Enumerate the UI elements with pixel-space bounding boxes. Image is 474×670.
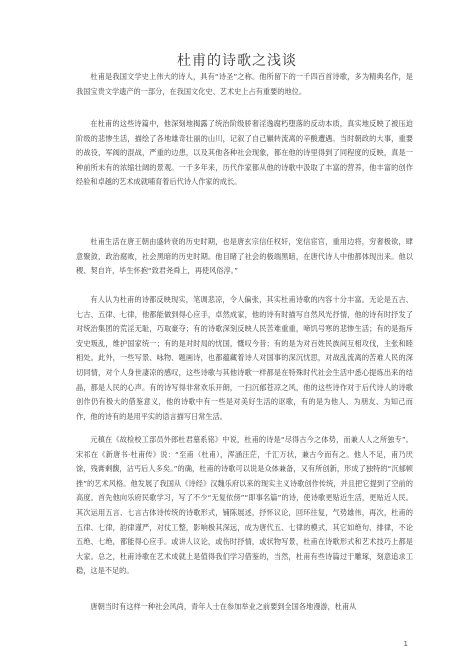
paragraph-intro: 杜甫是我国文学史上伟大的诗人，具有“诗圣”之称。他所留下的一千四百首诗歌，多为精典名作，是我国宝贵文学遗产的一部分，在我国文化史、艺术史上占有重要的地位。 [76, 72, 413, 96]
page-number: 1 [403, 640, 408, 648]
page-title: 杜甫的诗歌之浅谈 [177, 53, 297, 69]
paragraph-travel: 唐朝当时有这样一种社会风尚，青年人士在参加举业之前要到全国各地漫游，杜甫从 [90, 602, 357, 611]
paragraph-poems: 在杜甫的这些诗篇中，他深刻地揭露了统治阶级骄奢淫逸腐朽堕落的反动本质，真实地反映了被压迫阶级的悲惨生活，描绘了各地雄奇壮丽的山川，记叙了自己辗转流离的辛酸遭遇。当时朝政的大事，重要的战役，军阀的混战，严重的边患，以及其他各种社会现象，都在他的诗里得到了同程度的反映，真是一种前所未有的浓缩壮阔的景观。一千多年来，历代作家都从他的诗歌中汲取了丰富的营养，他丰富的创作经验和卓越的艺术成就哺育着后代诗人作家的成长。 [76, 119, 413, 187]
paragraph-style: 元稹在《故检校工部员外郎杜君墓系铭》中说，杜甫的诗是“尽得古今之体势，而兼人人之所独专”。宋祁在《新唐书·杜甫传》说：“至甫（杜甫），浑涵汪茫，千汇万状，兼古今而有之。他人不足，甫乃厌馀，残膏剩馥，沾丐后人多矣。”的确，杜甫的诗歌可以说是众体兼备，又有所创新，形成了独特的“沉郁顿挫”的艺术风格。他发展了我国从《诗经》汉魏乐府以来的现实主义诗歌创作传统，并且把它提到了空前的高度。首先他向乐府民歌学习，写了不少“无复依傍”“即事名篇”的诗，使诗歌更贴近生活，更贴近人民。其次运用五言、七言古体诗传统的诗歌形式，铺陈展述，抒怀议论，回环往复，气势雄伟，再次，杜甫的五律、七律，韵律谨严，对仗工整，影响极其深远，成为唐代五、七律的模式，其它如绝句、排律，不论五绝、七绝，都能得心应手。或讲人议论，或伤时抒情，或状物写景，杜甫在诗歌形式和艺术技巧上都是大家。总之，杜甫诗歌在艺术成就上是值得我们学习借鉴的，当然，杜甫有些诗篇过于雕琢，刻意追求工稳，这是不足的。 [76, 435, 413, 576]
paragraph-content: 有人认为杜甫的诗都反映现实，笔调悲凉，令人偏张，其实杜甫诗歌的内容十分丰富。无论是五古、七古、五律、七律，他都能做到得心应手，卓然成家，他的诗有时描写自然风光抒情，他的诗有时抒发了对统治集团的荒淫无耻，巧取豪夺；有的诗歌深刻反映人民苦难重重，啼饥号寒的悲惨生活；有的是指斥安史叛乱，维护国家统一；有的是对时局的忧国，慨叹今昔；有的是为对百姓民族间互相攻伐，主张和睦相处。此外，一些写景、咏物、题画诗，也都蕴藏着诗人对国事的深沉忧思，对战乱流离的苦难人民的深切同情，对个人身世凄凉的感叹，这些诗歌与其他诗歌一样都是在特殊时代社会生活中悉心提炼出来的结晶，都是人民的心声。有的诗写得非常欢乐开朗，一扫沉郁苍凉之风，他的这些诗作对于后代诗人的诗歌创作仍有极大的借鉴意义，他的诗歌中有一些是对美好生活的讴歌，有的是为他人、为朋友、为知己而作，他的诗有的是用平实的语言描写日常生活。 [76, 295, 413, 421]
paragraph-era: 杜甫生活在唐王朝由盛转衰的历史时期，也是唐玄宗信任权奸，宠信宦官，重用边将，穷奢极欲，肆意聚敛，政治腐败，社会黑暗的历史时期。他目睹了社会的极端黑暗，在唐代诗人中他都体现出来。他以稷、契自许，毕生怀抱“致君尧舜上，再使风俗淳。” [76, 237, 413, 276]
